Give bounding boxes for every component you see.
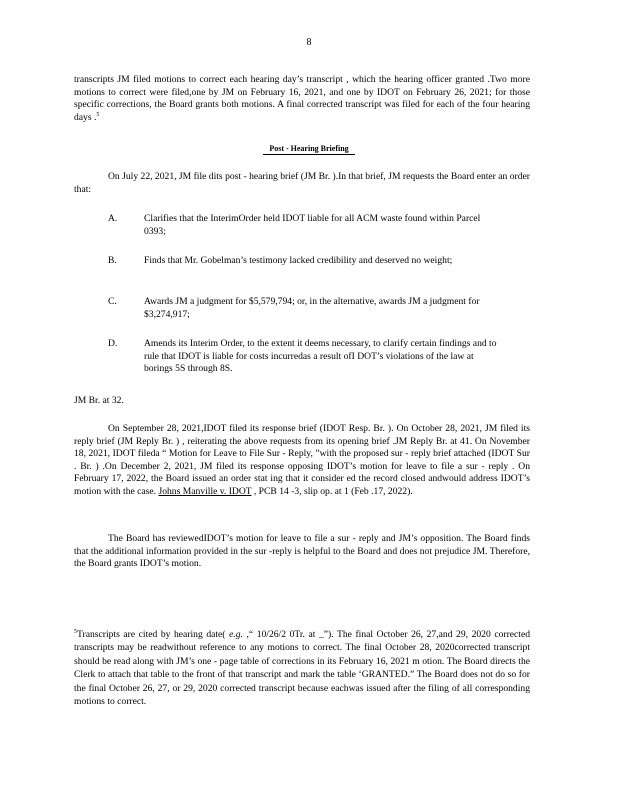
paragraph-transcripts-text: transcripts JM filed motions to correct each hearing day’s transcript , which the hearing officer granted .Two more motions to correct were filed,one by JM on February 16, 2021, and one by IDOT on February 26, 2021; for those specific corrections, the Board grants both motions. A final corrected transcript was filed for each of the four hearing days . <box>74 74 530 123</box>
case-citation: Johns Manville v. IDOT <box>158 485 252 497</box>
list-item-label: D. <box>108 338 118 349</box>
footnote <box>74 628 530 708</box>
footnote-text-rest: ,“ 10/26/2 0Tr. at _”). The final October 26, 27,and 29, 2020 corrected transcripts may be readwithout reference to any motions to correct. The final October 28, 2020corrected transcript should be read along with JM’s one - page table of corrections in its February 16, 2021 m otion. The Board directs the Clerk to attach that table to the front of that transcript and mark the table ‘GRANTED.” The Board does not do so for the final October 26, 27, or 29, 2020 corrected transcript because eachwas issued after the filing of all corresponding motions to correct. <box>74 629 530 708</box>
footnote-mark: 5 <box>74 628 77 635</box>
paragraph-response-tail: , PCB 14 -3, slip op. at 1 (Feb .17, 2022). <box>251 485 413 497</box>
section-heading <box>0 144 618 153</box>
paragraph-response-text: On September 28, 2021,IDOT filed its response brief (IDOT Resp. Br. ). On October 28, 2021, JM filed its reply brief (JM Reply Br. ) , reiterating the above requests from its opening brief .JM Reply Br. at 41. On November 18, 2021, IDOT fileda “ Motion for Leave to File Sur - Reply, ”with the proposed sur - reply brief attached (IDOT Sur . Br. ) .On December 2, 2021, JM filed its response opposing IDOT’s motion for leave to file a sur - reply . On February 17, 2022, the Board issued an order stat ing that it consider ed the record closed andwould address IDOT’s motion with the case. <box>74 423 530 497</box>
list-item-label: B. <box>108 255 117 266</box>
jm-citation: JM Br. at 32. <box>74 395 124 406</box>
list-item-label: C. <box>108 296 117 307</box>
list-item-text: Finds that Mr. Gobelman’s testimony lacked credibility and deserved no weight; <box>144 255 453 266</box>
footnote-eg: e.g. <box>229 629 243 640</box>
list-item-text: Clarifies that the InterimOrder held IDOT liable for all ACM waste found within Parcel 0393; <box>144 213 481 237</box>
list-item-label: A. <box>108 213 118 224</box>
paragraph-brief: On July 22, 2021, JM file dits post - hearing brief (JM Br. ).In that brief, JM requests the Board enter an order that: <box>74 171 530 195</box>
footnote-text: Transcripts are cited by hearing date( <box>77 629 230 640</box>
list-item-text: Amends its Interim Order, to the extent it deems necessary, to clarify certain findings and to rule that IDOT is liable for costs incurredas a result ofI DOT’s violations of the law at borings 5S through 8S. <box>144 338 497 375</box>
page-number: 8 <box>306 37 312 48</box>
paragraph-transcripts <box>74 74 530 124</box>
list-item-text: Awards JM a judgment for $5,579,794; or, in the alternative, awards JM a judgment for $3,274,917; <box>144 296 480 320</box>
paragraph-board: The Board has reviewedIDOT’s motion for leave to file a sur - reply and JM’s opposition. The Board finds that the additional information provided in the sur -reply is helpful to the Board and does not prejudice JM. Therefore, the Board grants IDOT’s motion. <box>74 533 530 570</box>
paragraph-response <box>74 423 530 499</box>
footnote-reference: 5 <box>96 111 100 118</box>
section-heading-text: Post - Hearing Briefing <box>263 144 354 155</box>
